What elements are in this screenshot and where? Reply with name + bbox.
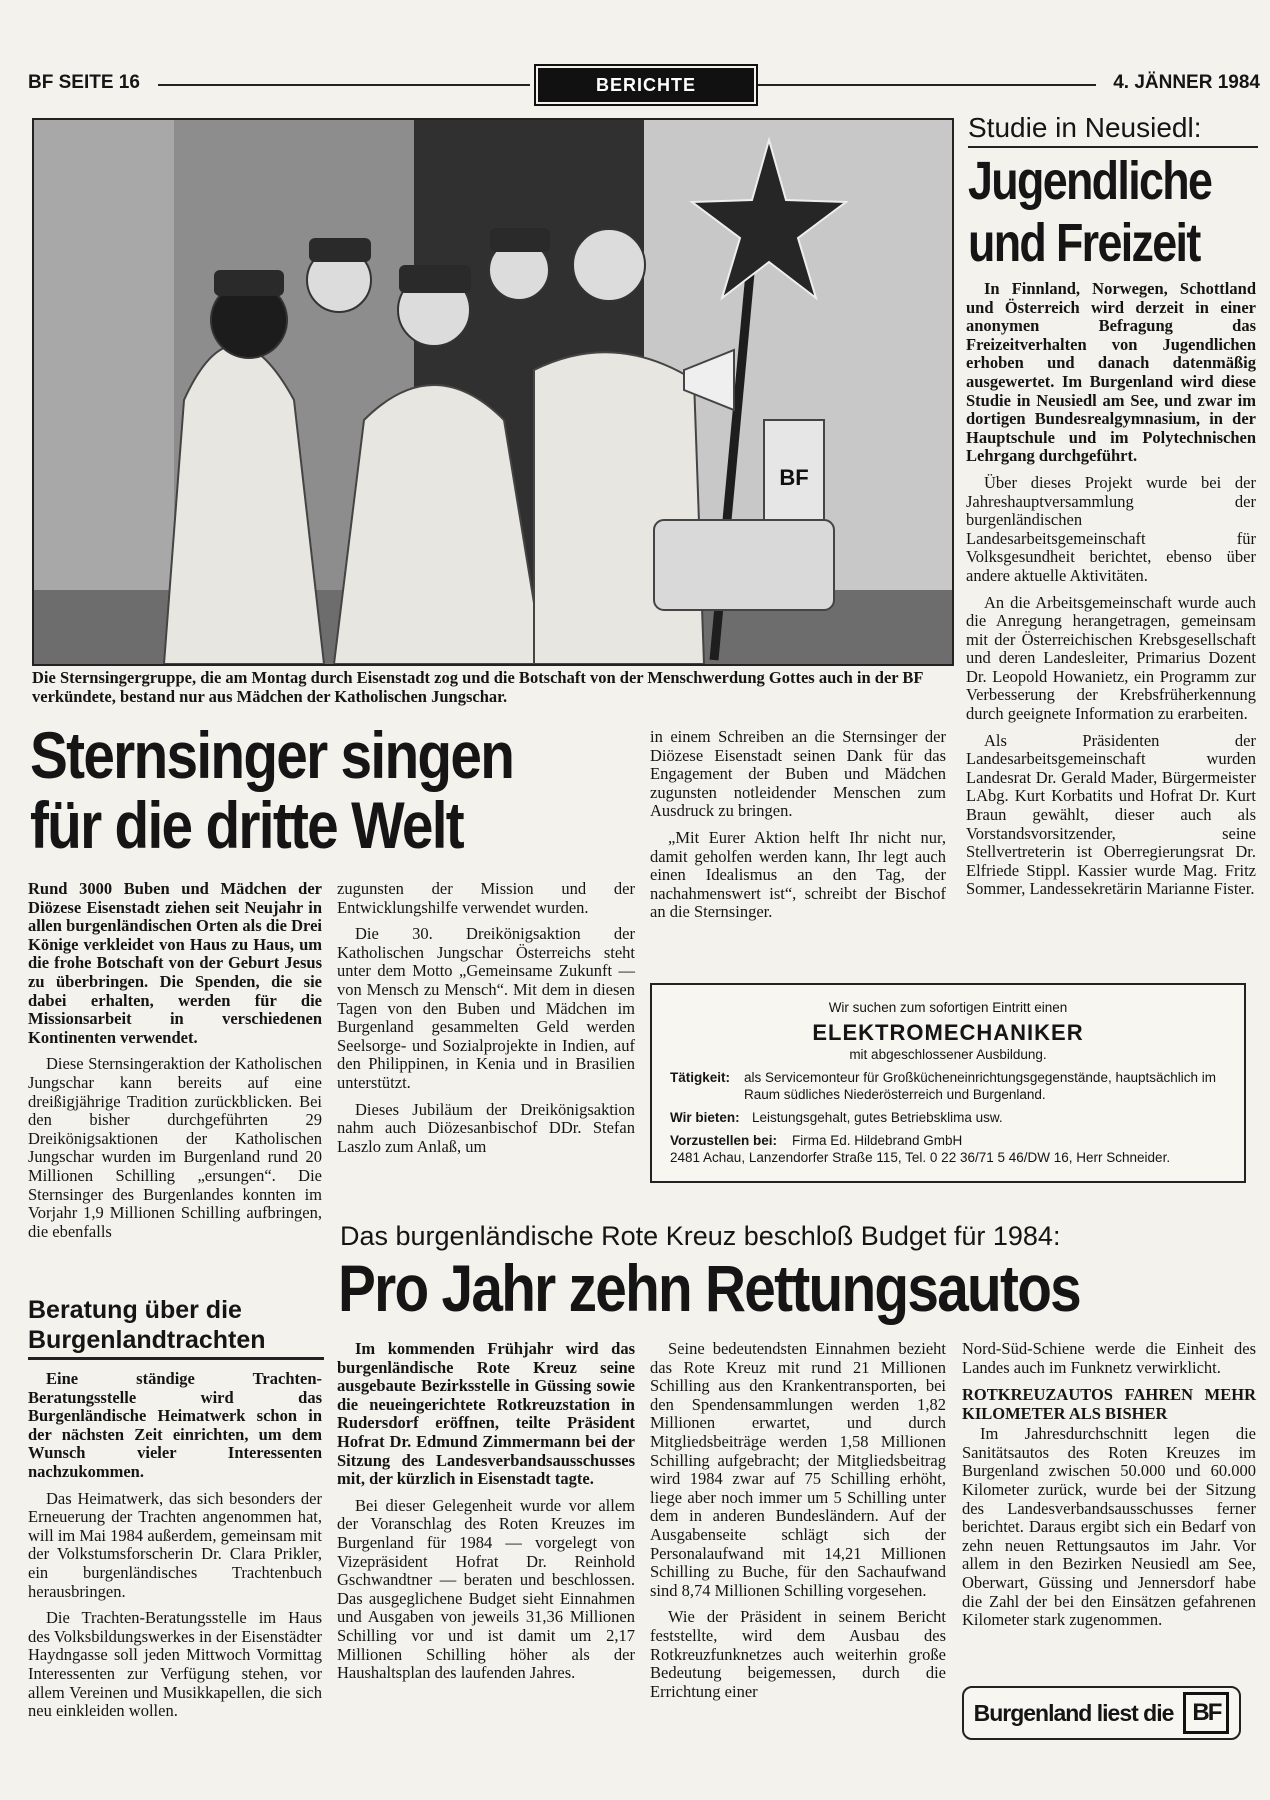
ad-intro: Wir suchen zum sofortigen Eintritt einen	[828, 1000, 1068, 1015]
page-label: BF SEITE 16	[28, 72, 140, 93]
rotkreuz-column-2	[650, 1340, 946, 1709]
trachten-paragraph: Eine ständige Trachten-Beratungsstelle wird das Burgenländische Heimatwerk schon in der nächsten Zeit einrichten, um dem Wunsch vieler Interessenten nachzukommen.	[28, 1369, 322, 1481]
sternsinger-paragraph: in einem Schreiben an die Sternsinger der Diözese Eisenstadt seinen Dank für das Engagement der Buben und Mädchen zugunsten notleidender Menschen zum Ausdruck zu bringen.	[650, 727, 946, 821]
sternsinger-headline-line1: Sternsinger singen	[30, 718, 514, 792]
jugend-column	[966, 280, 1256, 907]
jugend-paragraph: In Finnland, Norwegen, Schottland und Österreich wird derzeit in einer anonymen Befragung das Freizeitverhalten von Jugendlichen erhoben und danach datenmäßig ausgewertet. Im Burgenland wird diese Studie in Neusiedl am See, und zwar im dortigen Bundesrealgymnasium, in der Hauptschule und im Polytechnischen Lehrgang durchgeführt.	[966, 279, 1256, 466]
ad-address: 2481 Achau, Lanzendorfer Straße 115, Tel. 0 22 36/71 5 46/DW 16, Herr Schneider.	[670, 1150, 1171, 1165]
badge-text: Burgenland liest die	[973, 1699, 1174, 1726]
trachten-paragraph: Das Heimatwerk, das sich besonders der Erneuerung der Trachten angenommen hat, will im Mai 1984 außerdem, gemeinsam mit der Volkstumsforscherin Dr. Clara Prikler, ein burgenländisches Trachtenbuch herausbringen.	[28, 1488, 322, 1601]
jugend-paragraph: Über dieses Projekt wurde bei der Jahreshauptversammlung der burgenländischen Landesarbeitsgemeinschaft für Volksgesundheit berichtet, ebenso über andere aktuelle Aktivitäten.	[966, 472, 1256, 585]
sternsinger-headline-line2: für die dritte Welt	[30, 788, 463, 862]
sternsinger-column-3	[650, 728, 946, 930]
rotkreuz-paragraph: Nord-Süd-Schiene werde die Einheit des Landes auch im Funknetz verwirklicht.	[962, 1339, 1256, 1377]
photo-sign-text: BF	[779, 465, 809, 490]
bf-promo-badge	[962, 1686, 1241, 1740]
jugend-headline-line2: und Freizeit	[968, 213, 1200, 273]
ad-label-taetigkeit: Tätigkeit:	[670, 1070, 731, 1085]
bf-logo-icon: BF	[1183, 1692, 1229, 1734]
ad-bieten: Leistungsgehalt, gutes Betriebsklima usw.	[752, 1110, 1003, 1125]
jugend-kicker: Studie in Neusiedl:	[968, 112, 1202, 143]
section-label: BERICHTE	[538, 68, 754, 102]
sternsinger-paragraph: Die 30. Dreikönigsaktion der Katholischen Jungschar Österreichs steht unter dem Motto „Gemeinsame Zukunft — von Mensch zu Mensch“. Mit dem in diesen Tagen von den Buben und Mädchen im Burgenland gesammelten Geld werden Seelsorge- und Sozialprojekte in Indien, auf den Philippinen, in Kenia und in Brasilien unterstützt.	[337, 924, 635, 1092]
ad-label-bieten: Wir bieten:	[670, 1110, 740, 1125]
rotkreuz-paragraph: Bei dieser Gelegenheit wurde vor allem der Voranschlag des Roten Kreuzes im Burgenland für 1984 — vorgelegt von Vizepräsident Hofrat Dr. Reinhold Gschwandtner — beraten und beschlossen. Das ausgeglichene Budget sieht Einnahmen und Ausgaben von jeweils 31,36 Millionen Schilling vor und ist damit um 2,17 Millionen Schilling höher als der Haushaltsplan des laufenden Jahres.	[337, 1495, 635, 1683]
rotkreuz-subheading: ROTKREUZAUTOS FAHREN MEHR KILOMETER ALS BISHER	[962, 1385, 1256, 1424]
photo-illustration	[34, 120, 952, 664]
jugend-paragraph: An die Arbeitsgemeinschaft wurde auch die Anregung herangetragen, gemeinsam mit der Österreichischen Krebsgesellschaft und deren Landesleiter, Primarius Dozent Dr. Leopold Howanietz, ein Programm zur Verbesserung der Krebsfrüherkennung durch geeignete Information zu erarbeiten.	[966, 592, 1256, 724]
header-rule-right	[758, 84, 1096, 86]
sternsinger-paragraph: „Mit Eurer Aktion helft Ihr nicht nur, damit geholfen werden kann, Ihr legt auch einen Idealismus an den Tag, der nachahmenswert ist“, schreibt der Bischof an die Sternsinger.	[650, 827, 946, 922]
sternsinger-paragraph: Diese Sternsingeraktion der Katholischen Jungschar kann bereits auf eine dreißigjährige Tradition zurückblicken. Bei den bisher durchgeführten 29 Dreikönigsaktionen der Katholischen Jungschar wurden im Burgenland rund 20 Millionen Schilling „ersungen“. Die Sternsinger des Burgenlandes konnten im Vorjahr 1,9 Millionen Schilling aufbringen, die ebenfalls	[28, 1054, 322, 1241]
jugend-paragraph: Als Präsidenten der Landesarbeitsgemeinschaft wurden Landesrat Dr. Gerald Mader, Bürgermeister LAbg. Kurt Korbatits und Hofrat Dr. Kurt Braun gewählt, dieser auch als Vorstandsvorsitzender, seine Stellvertreterin ist Oberregierungsrat Dr. Elfriede Stippl. Kassier wurde Mag. Fritz Sommer, Landessekretärin Marianne Fister.	[966, 730, 1256, 899]
trachten-column	[28, 1370, 322, 1729]
jugend-headline-line1: Jugendliche	[968, 151, 1212, 211]
sternsinger-paragraph: Dieses Jubiläum der Dreikönigsaktion nahm auch Diözesanbischof DDr. Stefan Laszlo zum Anlaß, um	[337, 1099, 635, 1156]
jugend-headline	[968, 150, 1211, 274]
ad-title: ELEKTROMECHANIKER	[812, 1020, 1084, 1045]
rotkreuz-column-1	[337, 1340, 635, 1691]
sternsinger-paragraph: zugunsten der Mission und der Entwicklungshilfe verwendet wurden.	[337, 879, 635, 917]
issue-date: 4. JÄNNER 1984	[1113, 72, 1260, 93]
job-advertisement	[650, 983, 1246, 1183]
sternsinger-column-1	[28, 880, 322, 1249]
header-rule-left	[158, 84, 530, 86]
trachten-paragraph: Die Trachten-Beratungsstelle im Haus des Volksbildungswerkes in der Eisenstädter Haydngasse soll jeden Mittwoch Vormittag Interessenten zur Verfügung stehen, vor allem Vereinen und Musikkapellen, die sich neu einkleiden wollen.	[28, 1608, 322, 1721]
photo-caption: Die Sternsingergruppe, die am Montag durch Eisenstadt zog und die Botschaft von der Menschwerdung Gottes auch in der BF verkündete, bestand nur aus Mädchen der Katholischen Jungschar.	[32, 668, 923, 706]
sternsinger-column-2	[337, 880, 635, 1164]
trachten-headline: Beratung über die Burgenlandtrachten	[28, 1296, 266, 1354]
trachten-rule	[28, 1357, 324, 1360]
sternsinger-paragraph: Rund 3000 Buben und Mädchen der Diözese Eisenstadt ziehen seit Neujahr in allen burgenländischen Orten als die Drei Könige verkleidet von Haus zu Haus, um die frohe Botschaft von der Geburt Jesus zu überbringen. Die Spenden, die sie dabei erhalten, werden für die Missionsarbeit in verschiedenen Kontinenten verwendet.	[28, 879, 322, 1047]
rotkreuz-paragraph: Seine bedeutendsten Einnahmen bezieht das Rote Kreuz mit rund 21 Millionen Schilling aus den Krankentransporten, bei den Spendensammlungen werden 1,82 Millionen erwartet, und durch Mitgliedsbeiträge werden 1,58 Millionen Schilling aufgebracht; der Mitgliedsbeitrag wird 1984 zwar auf 75 Schilling erhöht, liege aber noch immer um 5 Schilling unter dem in anderen Bundesländern. Auf der Ausgabenseite schlägt sich der Personalaufwand mit 14,21 Millionen Schilling zu Buche, für den Sachaufwand sind 8,74 Millionen Schilling vorgesehen.	[650, 1339, 946, 1600]
rotkreuz-column-3	[962, 1340, 1256, 1638]
sternsinger-photo	[32, 118, 954, 666]
rotkreuz-paragraph: Im Jahresdurchschnitt legen die Sanitätsautos des Roten Kreuzes im Burgenland zwischen 50.000 und 60.000 Kilometer zurück, wurde bei der Sitzung des Landesverbandsausschusses ferner berichtet. Daraus ergibt sich ein Bedarf von zehn neuen Rettungsautos im Jahr. Vor allem in den Bezirken Neusiedl am See, Oberwart, Güssing und Jennersdorf habe die Zahl der bei den Einsätzen gefahrenen Kilometer stark zugenommen.	[962, 1424, 1256, 1630]
ad-taetigkeit: als Servicemonteur für Großkücheneinrichtungsgegenstände, hauptsächlich im Raum südliches Niederösterreich und Burgenland.	[744, 1070, 1217, 1102]
rotkreuz-kicker: Das burgenländische Rote Kreuz beschloß Budget für 1984:	[340, 1221, 1061, 1251]
sternsinger-headline	[30, 720, 513, 860]
rotkreuz-headline: Pro Jahr zehn Rettungsautos	[338, 1251, 1080, 1325]
jugend-rule	[968, 146, 1258, 148]
rotkreuz-paragraph: Im kommenden Frühjahr wird das burgenländische Rote Kreuz seine ausgebaute Bezirksstelle in Güssing sowie die neueingerichtete Rotkreuzstation in Rudersdorf eröffnen, teilte Präsident Hofrat Dr. Edmund Zimmermann bei der Sitzung des Landesverbandsausschusses mit, der kürzlich in Eisenstadt tagte.	[337, 1339, 635, 1489]
ad-subtitle: mit abgeschlossener Ausbildung.	[849, 1047, 1047, 1062]
rotkreuz-paragraph: Wie der Präsident in seinem Bericht feststellte, wird dem Ausbau des Rotkreuzfunknetzes auch weiterhin große Bedeutung beigemessen, durch die Errichtung einer	[650, 1607, 946, 1701]
ad-vorstellen: Firma Ed. Hildebrand GmbH	[792, 1133, 963, 1148]
ad-label-vorstellen: Vorzustellen bei:	[670, 1133, 778, 1148]
